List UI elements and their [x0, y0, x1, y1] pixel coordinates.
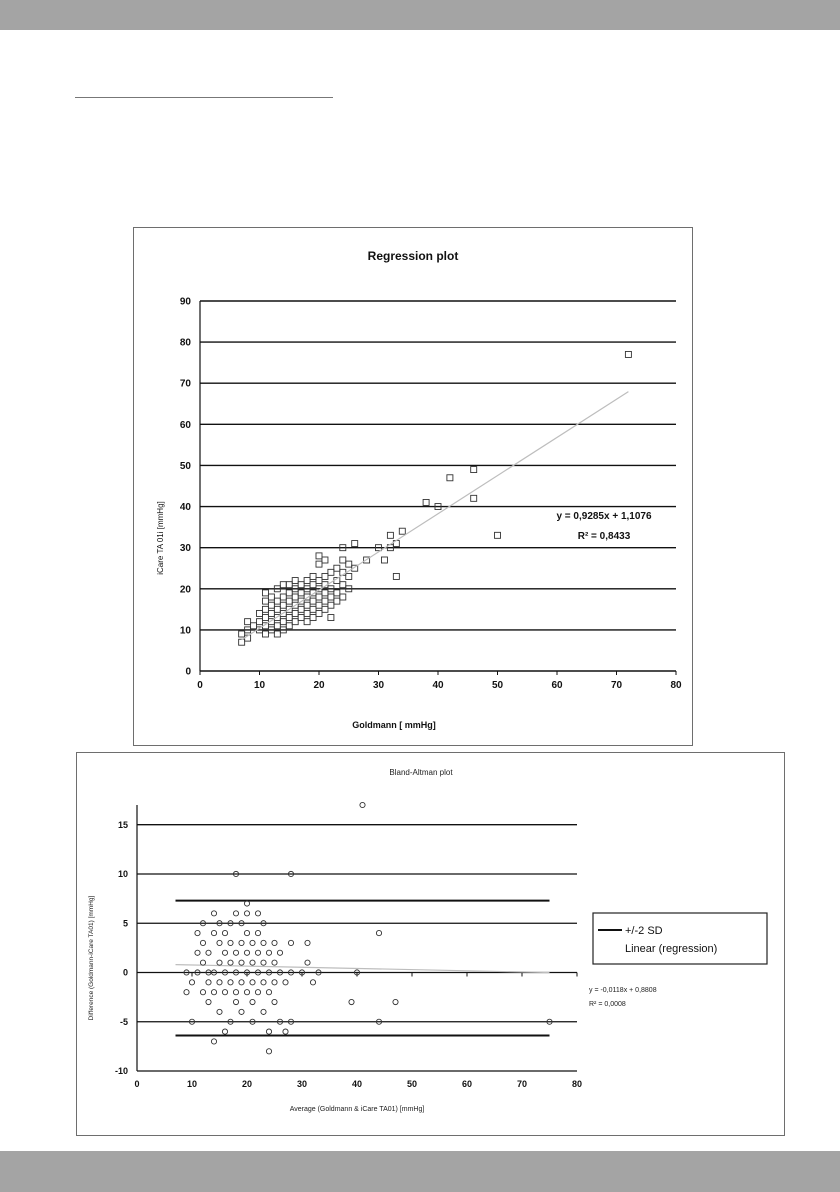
data-point	[334, 598, 340, 604]
data-point	[206, 980, 211, 985]
data-point	[298, 606, 304, 612]
data-point	[298, 615, 304, 621]
data-point	[261, 980, 266, 985]
data-point	[346, 561, 352, 567]
data-point	[334, 565, 340, 571]
data-point	[200, 960, 205, 965]
legend-item-sd: +/-2 SD	[625, 925, 663, 937]
data-point	[304, 610, 310, 616]
data-point	[298, 590, 304, 596]
y-tick-label: 50	[179, 460, 191, 472]
data-point	[304, 619, 310, 625]
data-point	[286, 582, 292, 588]
data-point	[257, 619, 263, 625]
x-tick-label: 10	[253, 680, 266, 691]
data-point	[310, 573, 316, 579]
data-point	[233, 911, 238, 916]
data-point	[239, 940, 244, 945]
data-point	[262, 598, 268, 604]
header-rule	[75, 97, 333, 98]
data-point	[222, 930, 227, 935]
data-point	[262, 631, 268, 637]
data-point	[228, 980, 233, 985]
trendline-equation: y = -0,0118x + 0,8808	[589, 987, 657, 994]
data-point	[471, 467, 477, 473]
x-tick-label: 80	[571, 1079, 583, 1089]
y-tick-label: 80	[179, 337, 191, 349]
data-point	[274, 631, 280, 637]
data-point	[211, 1039, 216, 1044]
data-point	[310, 615, 316, 621]
data-point	[328, 594, 334, 600]
data-point	[217, 1009, 222, 1014]
data-point	[360, 802, 365, 807]
data-point	[244, 930, 249, 935]
data-point	[280, 582, 286, 588]
data-point	[310, 582, 316, 588]
data-point	[250, 940, 255, 945]
x-tick-label: 10	[186, 1079, 198, 1089]
data-point	[283, 980, 288, 985]
data-point	[217, 980, 222, 985]
data-point	[272, 940, 277, 945]
data-point	[346, 573, 352, 579]
data-point	[340, 582, 346, 588]
data-point	[292, 578, 298, 584]
data-point	[268, 594, 274, 600]
data-point	[233, 950, 238, 955]
data-point	[239, 980, 244, 985]
data-point	[206, 950, 211, 955]
trendline-r2: R² = 0,8433	[577, 531, 631, 542]
data-point	[292, 610, 298, 616]
data-point	[495, 532, 501, 538]
data-point	[222, 950, 227, 955]
data-point	[280, 602, 286, 608]
chart-title: Regression plot	[367, 249, 459, 263]
data-point	[280, 594, 286, 600]
data-point	[244, 901, 249, 906]
data-point	[266, 990, 271, 995]
data-point	[376, 930, 381, 935]
data-point	[310, 980, 315, 985]
data-point	[222, 1029, 227, 1034]
data-point	[328, 602, 334, 608]
data-point	[340, 557, 346, 563]
data-point	[305, 960, 310, 965]
y-tick-label: 5	[122, 918, 128, 929]
data-point	[211, 930, 216, 935]
bottom-band	[0, 1151, 840, 1192]
data-point	[244, 950, 249, 955]
data-point	[447, 475, 453, 481]
data-point	[266, 1049, 271, 1054]
data-point	[274, 598, 280, 604]
data-point	[217, 960, 222, 965]
y-tick-label: -5	[119, 1016, 128, 1027]
data-point	[233, 999, 238, 1004]
x-tick-label: 50	[491, 680, 504, 691]
data-point	[244, 990, 249, 995]
trendline-equation: y = 0,9285x + 1,1076	[556, 511, 652, 522]
data-point	[261, 940, 266, 945]
data-point	[217, 940, 222, 945]
data-point	[251, 623, 257, 629]
data-point	[233, 990, 238, 995]
data-point	[274, 623, 280, 629]
data-point	[280, 619, 286, 625]
y-axis-label: iCare TA 01i [mmHg]	[156, 501, 165, 575]
data-point	[304, 602, 310, 608]
data-point	[316, 553, 322, 559]
data-point	[239, 631, 245, 637]
data-point	[255, 990, 260, 995]
data-point	[310, 598, 316, 604]
data-point	[283, 1029, 288, 1034]
x-tick-label: 60	[551, 680, 563, 691]
data-point	[305, 940, 310, 945]
data-point	[184, 990, 189, 995]
data-point	[245, 619, 251, 625]
chart-title: Bland-Altman plot	[389, 768, 453, 777]
data-point	[288, 940, 293, 945]
data-point	[393, 999, 398, 1004]
data-point	[286, 615, 292, 621]
data-point	[200, 940, 205, 945]
x-axis-label: Goldmann [ mmHg]	[352, 720, 436, 730]
data-point	[222, 990, 227, 995]
data-point	[316, 561, 322, 567]
data-point	[340, 594, 346, 600]
y-tick-label: 15	[117, 819, 128, 830]
data-point	[322, 557, 328, 563]
data-point	[352, 541, 358, 547]
data-point	[471, 495, 477, 501]
x-tick-label: 40	[432, 680, 444, 691]
data-point	[239, 1009, 244, 1014]
legend-box	[593, 913, 767, 964]
data-point	[399, 528, 405, 534]
data-point	[255, 950, 260, 955]
data-point	[228, 940, 233, 945]
data-point	[316, 578, 322, 584]
data-point	[195, 950, 200, 955]
y-tick-label: 0	[185, 666, 191, 678]
data-point	[211, 990, 216, 995]
trendline	[176, 965, 550, 973]
data-point	[286, 623, 292, 629]
y-tick-label: 10	[179, 625, 191, 637]
data-point	[250, 960, 255, 965]
data-point	[261, 1009, 266, 1014]
legend-item-regression: Linear (regression)	[625, 943, 718, 955]
data-point	[292, 619, 298, 625]
data-point	[334, 590, 340, 596]
data-point	[239, 960, 244, 965]
regression-chart	[134, 228, 692, 745]
x-axis-label: Average (Goldmann & iCare TA01) [mmHg]	[289, 1106, 425, 1113]
data-point	[262, 615, 268, 621]
data-point	[228, 960, 233, 965]
regression-chart-panel	[133, 227, 693, 746]
x-tick-label: 40	[351, 1079, 363, 1089]
x-tick-label: 60	[461, 1079, 473, 1089]
data-point	[322, 573, 328, 579]
y-tick-label: 60	[179, 419, 191, 431]
x-tick-label: 0	[197, 680, 203, 691]
data-point	[625, 351, 631, 357]
data-point	[255, 930, 260, 935]
data-point	[304, 578, 310, 584]
data-point	[272, 999, 277, 1004]
data-point	[257, 610, 263, 616]
x-tick-label: 20	[313, 680, 325, 691]
data-point	[277, 950, 282, 955]
data-point	[268, 602, 274, 608]
x-tick-label: 70	[610, 680, 623, 691]
data-point	[393, 573, 399, 579]
bland-altman-chart-panel	[76, 752, 785, 1136]
data-point	[316, 610, 322, 616]
y-tick-label: 70	[179, 378, 191, 390]
legend	[593, 913, 767, 964]
data-point	[292, 594, 298, 600]
x-tick-label: 70	[516, 1079, 528, 1089]
data-point	[298, 582, 304, 588]
trendline-r2: R² = 0,0008	[589, 1001, 626, 1008]
x-tick-label: 50	[406, 1079, 418, 1089]
data-point	[262, 606, 268, 612]
data-point	[322, 606, 328, 612]
data-point	[387, 532, 393, 538]
data-point	[316, 602, 322, 608]
data-point	[189, 980, 194, 985]
x-tick-label: 80	[670, 680, 682, 691]
x-tick-label: 0	[134, 1079, 140, 1089]
data-point	[272, 960, 277, 965]
y-tick-label: 30	[179, 543, 191, 555]
data-point	[250, 980, 255, 985]
data-point	[310, 606, 316, 612]
x-tick-label: 30	[296, 1079, 308, 1089]
data-point	[266, 950, 271, 955]
data-point	[272, 980, 277, 985]
data-point	[211, 911, 216, 916]
data-point	[286, 598, 292, 604]
data-point	[286, 590, 292, 596]
data-point	[322, 590, 328, 596]
data-point	[349, 999, 354, 1004]
top-band	[0, 0, 840, 30]
y-tick-label: 90	[179, 296, 191, 308]
data-point	[239, 639, 245, 645]
data-point	[328, 615, 334, 621]
data-point	[316, 594, 322, 600]
y-tick-label: 10	[117, 869, 128, 880]
data-point	[266, 1029, 271, 1034]
y-tick-label: -10	[114, 1066, 128, 1077]
data-point	[328, 569, 334, 575]
data-point	[262, 590, 268, 596]
data-point	[274, 606, 280, 612]
data-point	[250, 999, 255, 1004]
data-point	[244, 911, 249, 916]
data-point	[255, 911, 260, 916]
y-axis-label: Difference (Goldmann-iCare TA01) [mmHg]	[88, 895, 95, 1021]
bland-altman-chart	[77, 753, 784, 1135]
data-point	[268, 610, 274, 616]
y-tick-label: 0	[122, 967, 128, 978]
data-point	[322, 598, 328, 604]
y-tick-label: 40	[179, 502, 191, 514]
data-point	[195, 930, 200, 935]
data-point	[200, 990, 205, 995]
x-tick-label: 20	[241, 1079, 253, 1089]
data-point	[261, 960, 266, 965]
data-point	[206, 999, 211, 1004]
data-point	[381, 557, 387, 563]
x-tick-label: 30	[372, 680, 385, 691]
y-tick-label: 20	[179, 584, 191, 596]
data-point	[423, 499, 429, 505]
